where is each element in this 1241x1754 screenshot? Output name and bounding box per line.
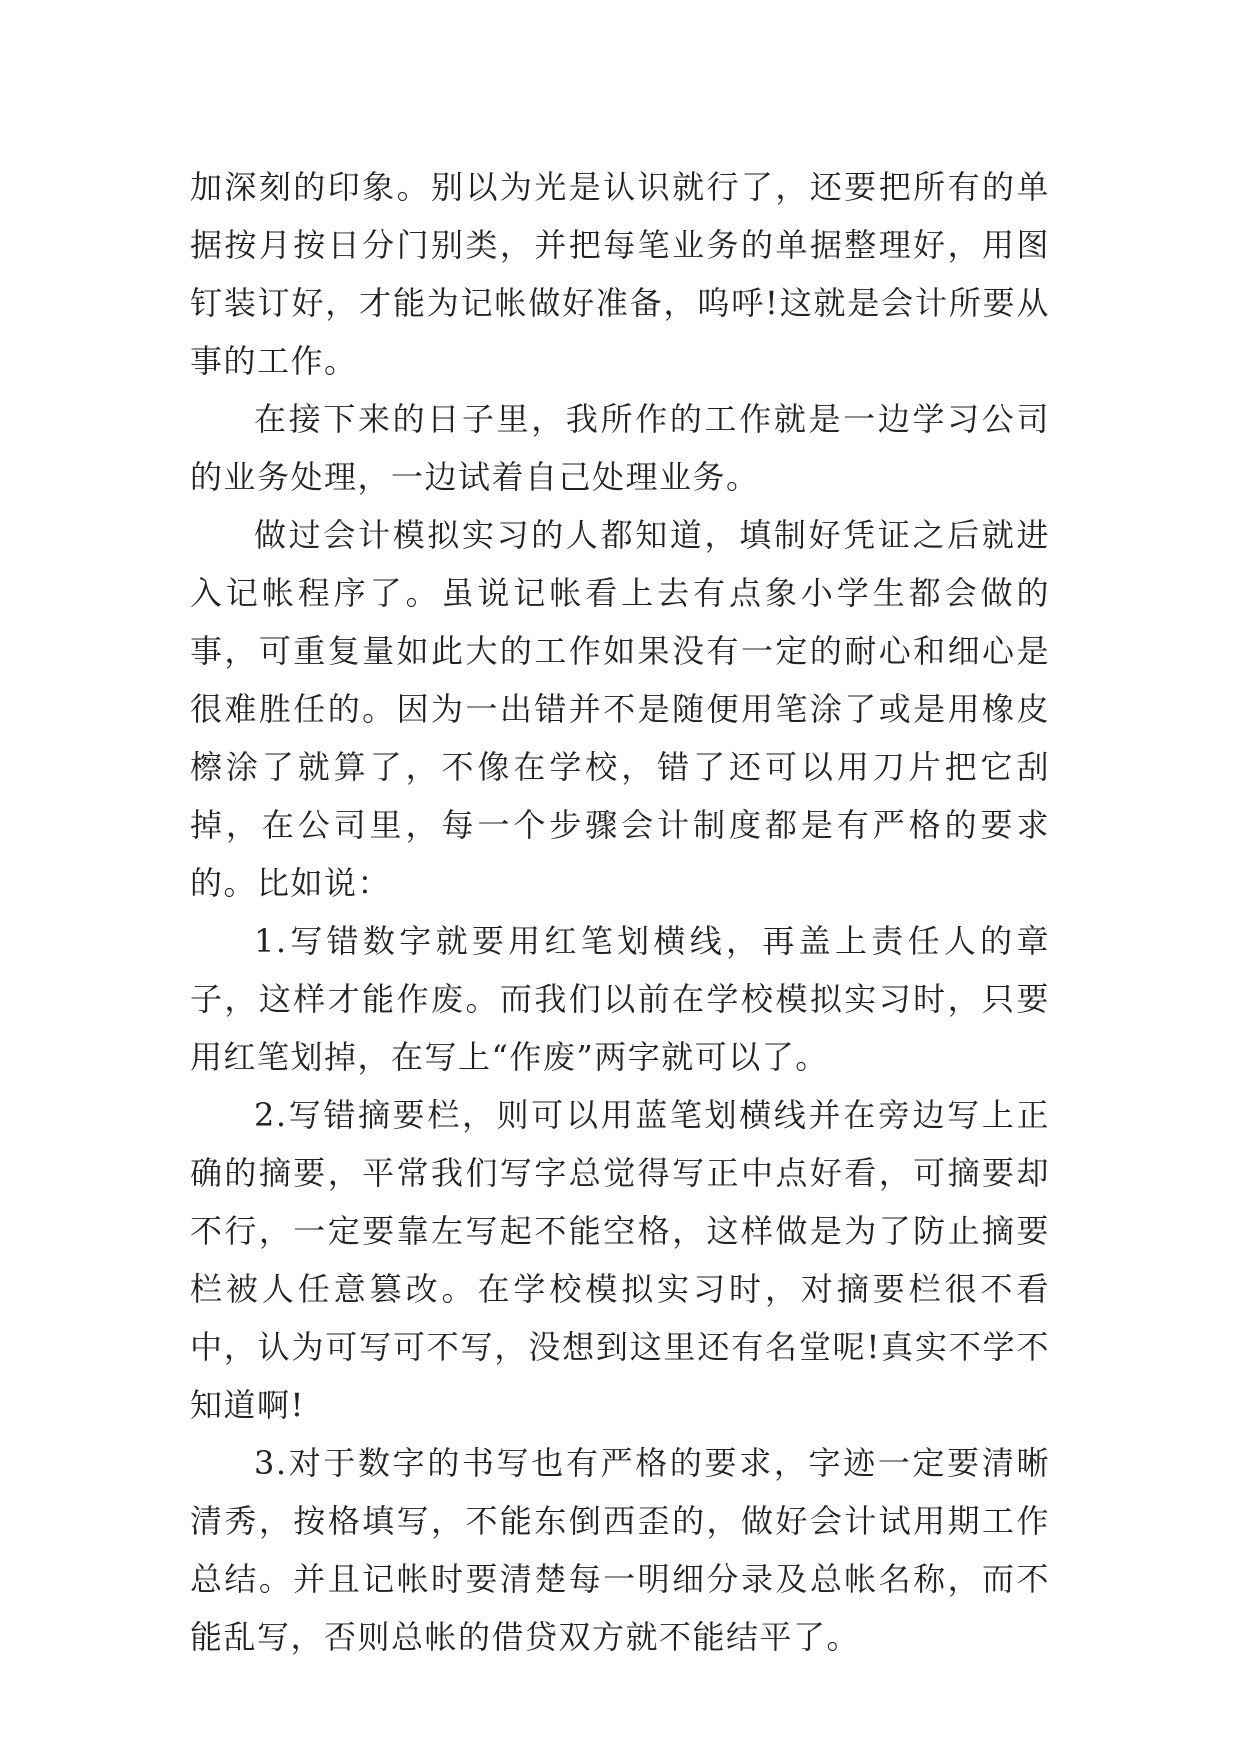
paragraph-5: 2.写错摘要栏，则可以用蓝笔划横线并在旁边写上正确的摘要，平常我们写字总觉得写正中点好看，可摘要却不行，一定要靠左写起不能空格，这样做是为了防止摘要栏被人任意篡改。在学校模拟实习时，对摘要栏很不看中，认为可写可不写，没想到这里还有名堂呢!真实不学不知道啊! — [190, 1096, 1050, 1424]
document-body — [190, 158, 1050, 1666]
paragraph-3: 做过会计模拟实习的人都知道，填制好凭证之后就进入记帐程序了。虽说记帐看上去有点象小学生都会做的事，可重复量如此大的工作如果没有一定的耐心和细心是很难胜任的。因为一出错并不是随便用笔涂了或是用橡皮檫涂了就算了，不像在学校，错了还可以用刀片把它刮掉，在公司里，每一个步骤会计制度都是有严格的要求的。比如说： — [190, 516, 1050, 902]
paragraph-6: 3.对于数字的书写也有严格的要求，字迹一定要清晰清秀，按格填写，不能东倒西歪的，做好会计试用期工作总结。并且记帐时要清楚每一明细分录及总帐名称，而不能乱写，否则总帐的借贷双方就不能结平了。 — [190, 1444, 1050, 1656]
paragraph-2: 在接下来的日子里，我所作的工作就是一边学习公司的业务处理，一边试着自己处理业务。 — [190, 400, 1050, 496]
paragraph-4: 1.写错数字就要用红笔划横线，再盖上责任人的章子，这样才能作废。而我们以前在学校模拟实习时，只要用红笔划掉，在写上“作废”两字就可以了。 — [190, 922, 1050, 1076]
paragraph-1: 加深刻的印象。别以为光是认识就行了，还要把所有的单据按月按日分门别类，并把每笔业务的单据整理好，用图钉装订好，才能为记帐做好准备，呜呼!这就是会计所要从事的工作。 — [190, 168, 1050, 380]
